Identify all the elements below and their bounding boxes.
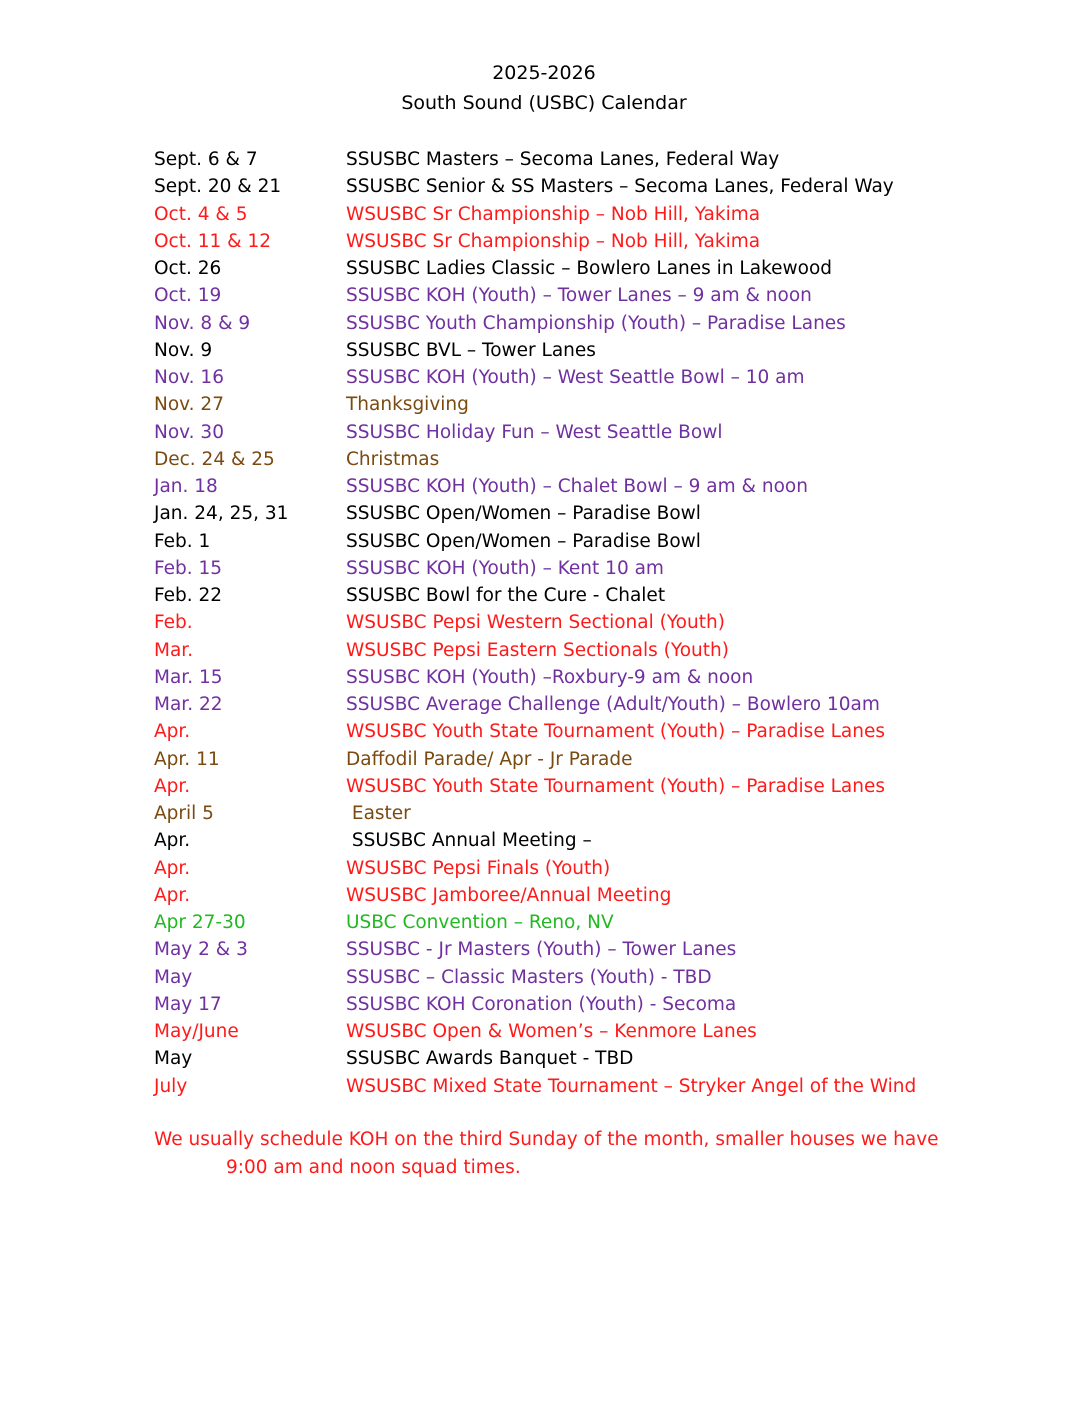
calendar-row [0, 201, 1088, 228]
calendar-row [0, 228, 1088, 255]
calendar-row [0, 582, 1088, 609]
calendar-row [0, 310, 1088, 337]
event-description: Christmas [346, 448, 440, 470]
event-date: Sept. 20 & 21 [154, 176, 282, 198]
calendar-row [0, 609, 1088, 636]
event-description: SSUSBC KOH Coronation (Youth) - Secoma [346, 993, 737, 1015]
event-date: Apr. 11 [154, 748, 220, 770]
event-description: SSUSBC KOH (Youth) – West Seattle Bowl – 10 am [346, 367, 805, 388]
event-date: Nov. 30 [154, 421, 224, 443]
event-description: WSUSBC Pepsi Eastern Sectionals (Youth) [346, 639, 729, 661]
event-date: Feb. [154, 612, 193, 634]
calendar-row [0, 936, 1088, 963]
calendar-row [0, 391, 1088, 418]
calendar-row [0, 718, 1088, 745]
event-description: WSUSBC Jamboree/Annual Meeting [346, 884, 672, 906]
event-date: Apr. [154, 775, 191, 797]
calendar-row [0, 555, 1088, 582]
event-description: SSUSBC – Classic Masters (Youth) - TBD [346, 966, 712, 988]
calendar-row [0, 337, 1088, 364]
event-date: Mar. 22 [154, 694, 223, 715]
event-date: Apr. [154, 830, 191, 852]
event-description: SSUSBC Open/Women – Paradise Bowl [346, 503, 701, 525]
event-date: Nov. 16 [154, 367, 224, 388]
scheduling-note [154, 1126, 1054, 1182]
event-description: WSUSBC Mixed State Tournament – Stryker Angel of the Wind [346, 1075, 917, 1097]
event-description: WSUSBC Youth State Tournament (Youth) – Paradise Lanes [346, 721, 885, 743]
event-date: Apr. [154, 721, 191, 743]
event-date: Apr 27-30 [154, 912, 246, 933]
calendar-row [0, 1073, 1088, 1100]
calendar-row [0, 364, 1088, 391]
event-description: SSUSBC - Jr Masters (Youth) – Tower Lanes [346, 939, 737, 961]
event-description: SSUSBC BVL – Tower Lanes [346, 339, 596, 361]
note-line-2: 9:00 am and noon squad times. [226, 1157, 521, 1178]
event-description: SSUSBC KOH (Youth) – Tower Lanes – 9 am & noon [346, 285, 812, 307]
event-description: SSUSBC Bowl for the Cure - Chalet [346, 585, 666, 606]
event-date: May/June [154, 1021, 239, 1042]
event-description: SSUSBC Open/Women – Paradise Bowl [346, 530, 701, 552]
event-description: SSUSBC Annual Meeting – [346, 830, 592, 852]
event-description: SSUSBC KOH (Youth) – Chalet Bowl – 9 am & noon [346, 476, 808, 497]
event-description: SSUSBC KOH (Youth) –Roxbury-9 am & noon [346, 666, 754, 688]
event-description: Easter [346, 803, 411, 824]
calendar-list [0, 146, 1088, 1100]
event-date: Nov. 8 & 9 [154, 312, 251, 334]
event-date: May [154, 966, 193, 988]
event-date: April 5 [154, 803, 214, 824]
event-description: Daffodil Parade/ Apr - Jr Parade [346, 748, 633, 770]
calendar-row [0, 173, 1088, 200]
event-date: Jan. 24, 25, 31 [154, 503, 289, 525]
event-description: WSUSBC Open & Women’s – Kenmore Lanes [346, 1021, 757, 1042]
event-date: Apr. [154, 884, 191, 906]
calendar-row [0, 991, 1088, 1018]
calendar-row [0, 664, 1088, 691]
calendar-row [0, 1045, 1088, 1072]
event-description: SSUSBC Youth Championship (Youth) – Paradise Lanes [346, 312, 846, 334]
event-date: May 17 [154, 993, 222, 1015]
event-date: Mar. 15 [154, 666, 223, 688]
event-description: SSUSBC Masters – Secoma Lanes, Federal Way [346, 149, 780, 170]
calendar-row [0, 827, 1088, 854]
event-date: May [154, 1048, 193, 1070]
event-description: SSUSBC Holiday Fun – West Seattle Bowl [346, 421, 723, 443]
event-date: May 2 & 3 [154, 939, 248, 961]
event-description: SSUSBC Ladies Classic – Bowlero Lanes in Lakewood [346, 258, 833, 279]
event-date: Sept. 6 & 7 [154, 149, 258, 170]
calendar-row [0, 746, 1088, 773]
event-description: Thanksgiving [346, 394, 469, 416]
event-description: WSUSBC Youth State Tournament (Youth) – Paradise Lanes [346, 775, 885, 797]
event-description: SSUSBC Senior & SS Masters – Secoma Lanes, Federal Way [346, 176, 894, 198]
event-date: Oct. 11 & 12 [154, 230, 272, 252]
event-date: Dec. 24 & 25 [154, 448, 275, 470]
calendar-row [0, 419, 1088, 446]
event-description: WSUSBC Sr Championship – Nob Hill, Yakima [346, 203, 761, 225]
calendar-row [0, 909, 1088, 936]
calendar-row [0, 691, 1088, 718]
calendar-row [0, 473, 1088, 500]
calendar-row [0, 146, 1088, 173]
calendar-row [0, 800, 1088, 827]
calendar-row [0, 528, 1088, 555]
event-date: July [154, 1075, 188, 1097]
calendar-row [0, 282, 1088, 309]
event-date: Oct. 26 [154, 258, 222, 279]
event-date: Feb. 22 [154, 585, 223, 606]
event-date: Feb. 1 [154, 530, 211, 552]
event-description: SSUSBC Average Challenge (Adult/Youth) – Bowlero 10am [346, 694, 880, 715]
event-description: USBC Convention – Reno, NV [346, 912, 614, 933]
event-date: Nov. 9 [154, 339, 213, 361]
calendar-row [0, 882, 1088, 909]
calendar-row [0, 637, 1088, 664]
event-date: Mar. [154, 639, 194, 661]
calendar-row [0, 855, 1088, 882]
event-date: Nov. 27 [154, 394, 224, 416]
calendar-row [0, 1018, 1088, 1045]
page-title: South Sound (USBC) Calendar [401, 92, 687, 114]
calendar-row [0, 255, 1088, 282]
calendar-row [0, 773, 1088, 800]
note-line-1: We usually schedule KOH on the third Sunday of the month, smaller houses we have [154, 1129, 939, 1150]
season-year: 2025-2026 [492, 62, 596, 84]
event-description: SSUSBC KOH (Youth) – Kent 10 am [346, 557, 664, 579]
calendar-row [0, 446, 1088, 473]
event-date: Feb. 15 [154, 557, 223, 579]
event-date: Apr. [154, 857, 191, 879]
calendar-row [0, 500, 1088, 527]
calendar-row [0, 964, 1088, 991]
event-description: WSUSBC Pepsi Finals (Youth) [346, 857, 611, 879]
event-description: WSUSBC Pepsi Western Sectional (Youth) [346, 612, 725, 634]
event-date: Oct. 19 [154, 285, 222, 307]
event-date: Jan. 18 [154, 476, 218, 497]
document-header [0, 58, 1088, 118]
event-description: SSUSBC Awards Banquet - TBD [346, 1048, 634, 1070]
event-description: WSUSBC Sr Championship – Nob Hill, Yakima [346, 230, 761, 252]
event-date: Oct. 4 & 5 [154, 203, 248, 225]
